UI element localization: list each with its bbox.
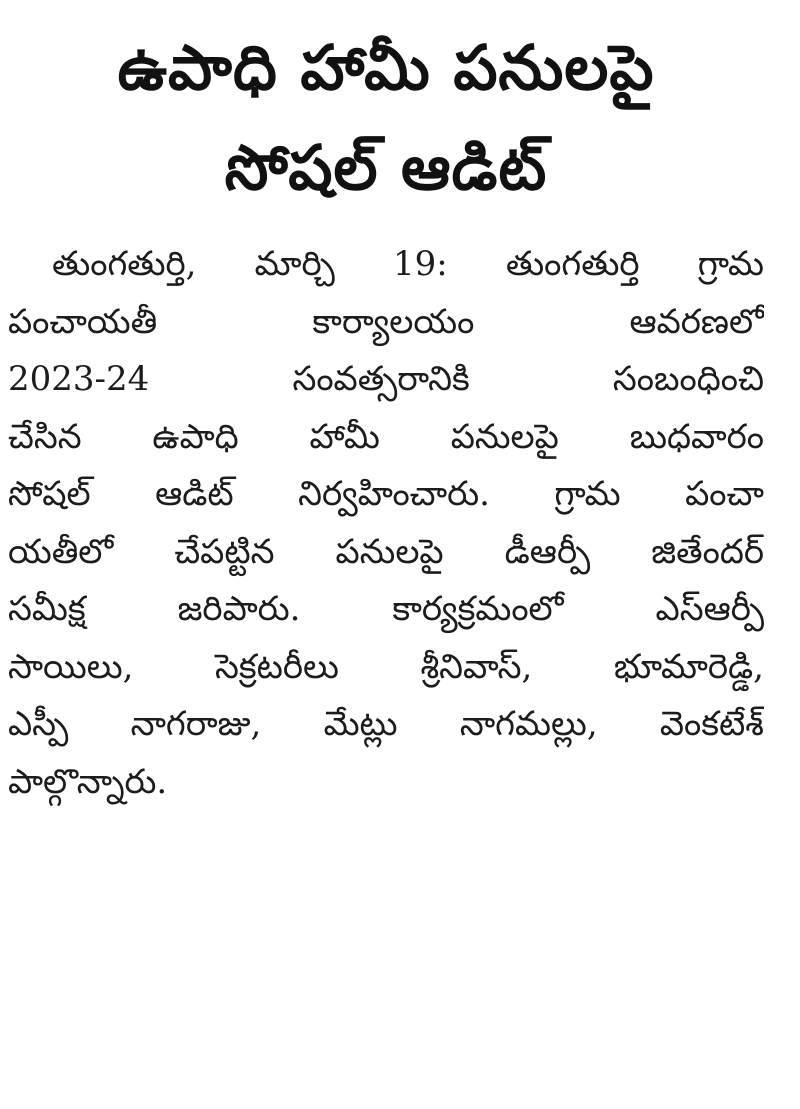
body-line-3: 2023-24 సంవత్సరానికి సంబంధించి — [8, 359, 764, 399]
body-line-1 — [8, 236, 764, 294]
article-headline — [8, 0, 764, 218]
body-line-9: ఎస్పీ నాగరాజు, మేట్లు నాగమల్లు, వెంకటేశ్ — [8, 704, 764, 744]
body-line-1-text: తుంగతుర్తి గ్రామ — [505, 244, 764, 284]
body-line-10: పాల్గొన్నారు. — [8, 761, 168, 802]
body-line-8: సాయిలు, సెక్రటరీలు శ్రీనివాస్, భూమారెడ్డి, — [8, 646, 764, 687]
dateline: తుంగతుర్తి, మార్చి 19: — [52, 244, 448, 284]
body-line-5: సోషల్ ఆడిట్ నిర్వహించారు. గ్రామ పంచా — [8, 474, 764, 514]
headline-line-2: సోషల్ ఆడిట్ — [224, 131, 548, 204]
headline-line-1: ఉపాధి హామీ పనులపై — [117, 31, 655, 104]
body-line-4: చేసిన ఉపాధి హామీ పనులపై బుధవారం — [8, 416, 764, 457]
body-line-6: యతీలో చేపట్టిన పనులపై డీఆర్పీ జితేందర్ — [8, 531, 764, 572]
body-line-7: సమీక్ష జరిపారు. కార్యక్రమంలో ఎస్ఆర్పీ — [8, 589, 764, 629]
article-body — [8, 236, 764, 811]
body-line-2: పంచాయతీ కార్యాలయం ఆవరణలో — [8, 301, 764, 342]
